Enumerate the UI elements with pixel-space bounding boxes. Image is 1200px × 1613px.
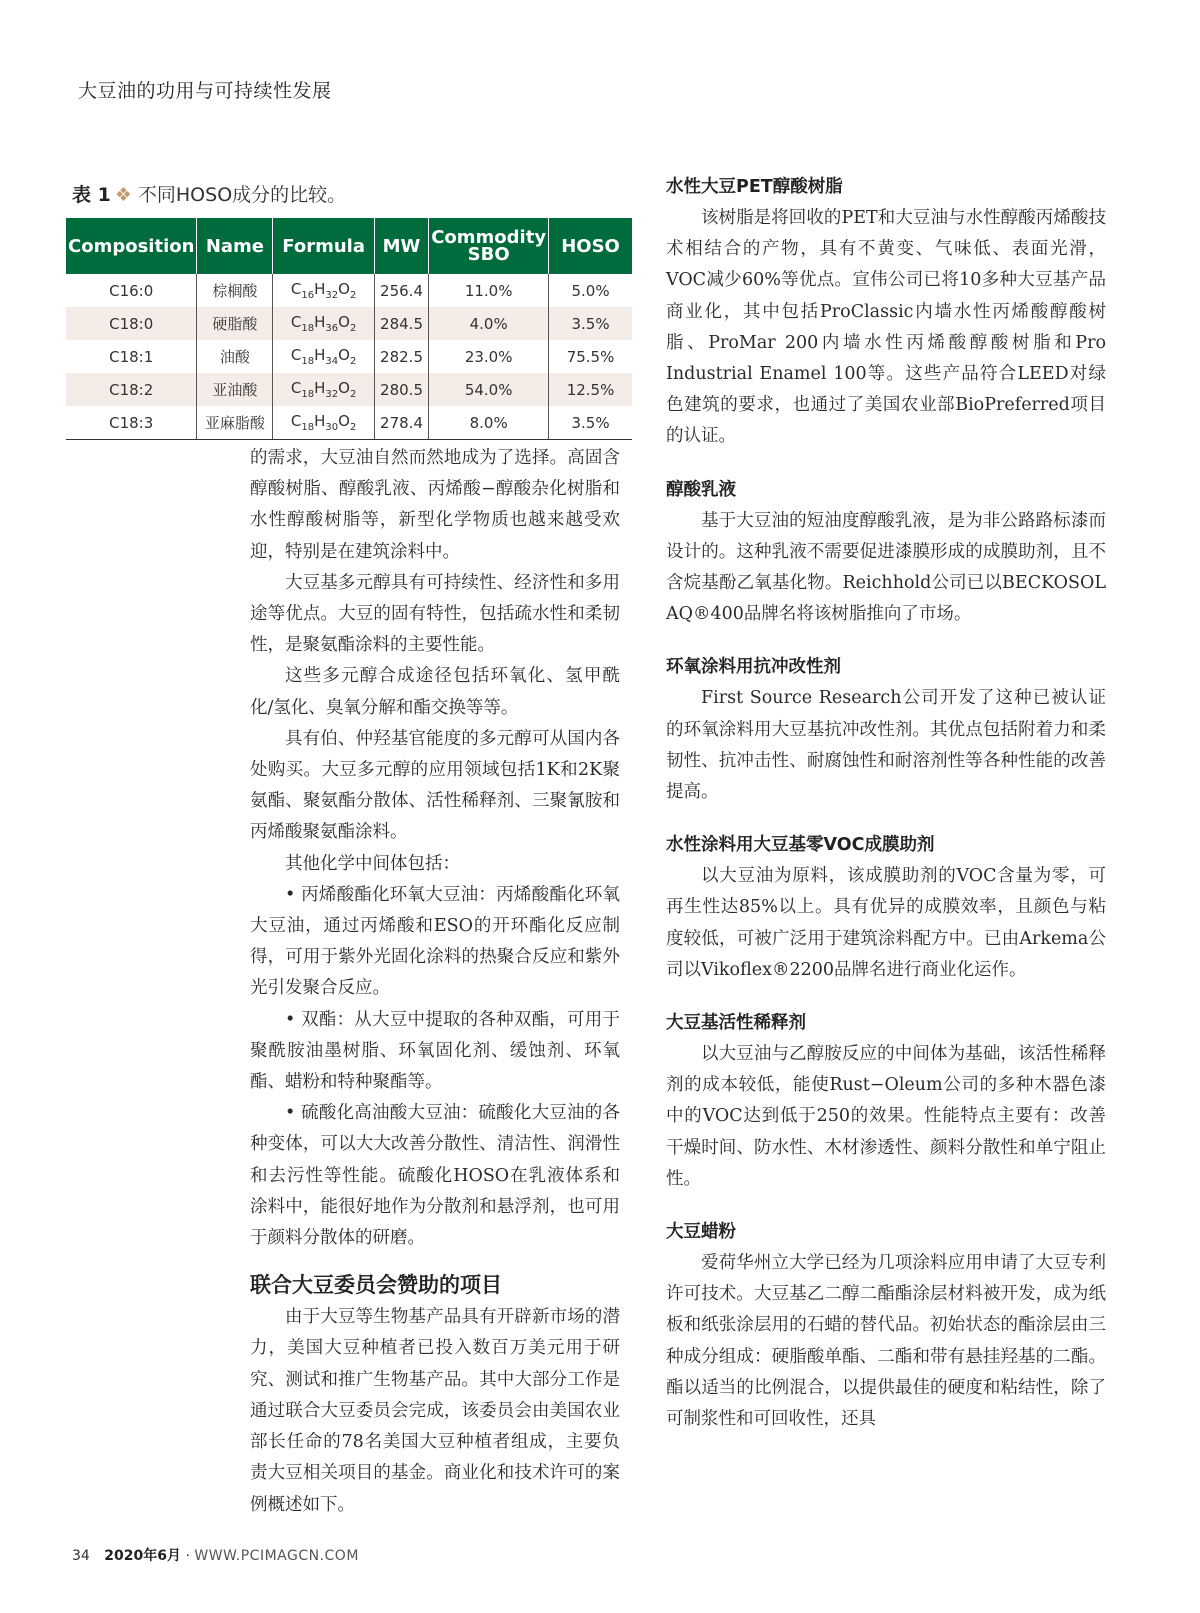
- cell-mw: 282.5: [374, 340, 428, 373]
- section-heading: 联合大豆委员会赞助的项目: [250, 1273, 502, 1298]
- header-composition: Composition: [66, 218, 197, 274]
- page-number: 34: [72, 1548, 90, 1564]
- cell-formula: $C_{18}H_{34}O_2$: [273, 340, 374, 373]
- diamond-icon: ❖: [114, 184, 132, 206]
- page-footer: [72, 1545, 359, 1565]
- paragraph: 由于大豆等生物基产品具有开辟新市场的潜力，美国大豆种植者已投入数百万美元用于研究、测试和推广生物基产品。其中大部分工作是通过联合大豆委员会完成，该委员会由美国农业部长任命的78名美国大豆种植者组成，主要负责大豆相关项目的基金。商业化和技术许可的案例概述如下。: [250, 1307, 620, 1515]
- bullet-item: • 双酯：从大豆中提取的各种双酯，可用于聚酰胺油墨树脂、环氧固化剂、缓蚀剂、环氧酯、蜡粉和特种聚酯等。: [250, 1009, 620, 1093]
- header-commodity-sbo: Commodity SBO: [429, 218, 549, 274]
- cell-hoso: 5.0%: [571, 281, 610, 300]
- cell-sbo: 23.0%: [429, 340, 549, 373]
- cell-name: 油酸: [197, 340, 273, 373]
- cell-formula: $C_{18}H_{36}O_2$: [273, 307, 374, 340]
- section-reactive-diluent: [666, 1008, 1106, 1195]
- cell-composition: C18:0: [66, 307, 197, 340]
- paragraph: 以大豆油为原料，该成膜助剂的VOC含量为零，可再生性达85%以上。具有优异的成膜效率，且颜色与粘度较低，可被广泛用于建筑涂料配方中。已由Arkema公司以Vikoflex®2200品牌名进行商业化运作。: [666, 866, 1106, 980]
- running-title: 大豆油的功用与可持续性发展: [78, 80, 332, 102]
- middle-column: [250, 443, 620, 1521]
- section-alkyd-emulsion: [666, 475, 1106, 631]
- cell-name: 亚油酸: [197, 373, 273, 406]
- bullet-item: • 丙烯酸酯化环氧大豆油：丙烯酸酯化环氧大豆油，通过丙烯酸和ESO的开环酯化反应制得，可用于紫外光固化涂料的热聚合反应和紫外光引发聚合反应。: [250, 884, 620, 999]
- right-column: [666, 172, 1106, 1457]
- cell-composition: C16:0: [66, 274, 197, 307]
- cell-composition: C18:1: [66, 340, 197, 373]
- cell-sbo: 8.0%: [429, 406, 549, 440]
- paragraph: 基于大豆油的短油度醇酸乳液，是为非公路路标漆而设计的。这种乳液不需要促进漆膜形成的成膜助剂，且不含烷基酚乙氧基化物。Reichhold公司已以BECKOSOL AQ®400品牌名将该树脂推向了市场。: [666, 510, 1106, 625]
- paragraph: 的需求，大豆油自然而然地成为了选择。高固含醇酸树脂、醇酸乳液、丙烯酸−醇酸杂化树脂和水性醇酸树脂等，新型化学物质也越来越受欢迎，特别是在建筑涂料中。: [250, 448, 620, 562]
- footer-separator: ·: [185, 1548, 190, 1564]
- cell-sbo: 54.0%: [429, 373, 549, 406]
- paragraph: 具有伯、仲羟基官能度的多元醇可从国内各处购买。大豆多元醇的应用领域包括1K和2K聚氨酯、聚氨酯分散体、活性稀释剂、三聚氰胺和丙烯酸聚氨酯涂料。: [250, 728, 620, 843]
- section-coalescent: [666, 830, 1106, 986]
- paragraph: 以大豆油与乙醇胺反应的中间体为基础，该活性稀释剂的成本较低，能使Rust−Oleum公司的多种木器色漆中的VOC达到低于250的效果。性能特点主要有：改善干燥时间、防水性、木材渗透性、颜料分散性和单宁阻止性。: [666, 1044, 1106, 1189]
- table-number: 表 1: [72, 184, 111, 206]
- section-title: 大豆蜡粉: [666, 1222, 736, 1243]
- website-link[interactable]: WWW.PCIMAGCN.COM: [194, 1548, 359, 1564]
- table-row: [66, 406, 632, 440]
- table-row: [66, 274, 632, 307]
- cell-formula: $C_{18}H_{30}O_2$: [273, 406, 374, 440]
- section-title: 大豆基活性稀释剂: [666, 1013, 806, 1034]
- paragraph: 该树脂是将回收的PET和大豆油与水性醇酸丙烯酸技术相结合的产物，具有不黄变、气味低、表面光滑，VOC减少60%等优点。宣伟公司已将10多种大豆基产品商业化，其中包括ProClassic内墙水性丙烯酸醇酸树脂、ProMar 200内墙水性丙烯酸醇酸树脂和Pro Industrial Enamel 100等。这些产品符合LEED对绿色建筑的要求，也通过了美国农业部BioPreferred项目的认证。: [666, 208, 1106, 447]
- cell-hoso: 3.5%: [549, 307, 632, 340]
- table-row: [66, 373, 632, 406]
- section-title: 环氧涂料用抗冲改性剂: [666, 657, 841, 678]
- section-soy-wax: [666, 1217, 1106, 1435]
- section-impact-modifier: [666, 652, 1106, 808]
- table-caption-text: 不同HOSO成分的比较。: [137, 184, 347, 206]
- cell-name: 亚麻脂酸: [197, 406, 273, 440]
- cell-name: 硬脂酸: [197, 307, 273, 340]
- paragraph: First Source Research公司开发了这种已被认证的环氧涂料用大豆基抗冲改性剂。其优点包括附着力和柔韧性、抗冲击性、耐腐蚀性和耐溶剂性等各种性能的改善提高。: [666, 688, 1106, 803]
- cell-composition: C18:2: [66, 373, 197, 406]
- cell-hoso: 12.5%: [549, 373, 632, 406]
- table-header-row: [66, 218, 632, 274]
- section-title: 醇酸乳液: [666, 479, 736, 500]
- hoso-table: [66, 218, 632, 440]
- header-name: Name: [197, 218, 273, 274]
- paragraph: 这些多元醇合成途径包括环氧化、氢甲酰化/氢化、臭氧分解和酯交换等等。: [250, 666, 620, 718]
- section-title: 水性涂料用大豆基零VOC成膜助剂: [666, 835, 935, 856]
- bullet-item: • 硫酸化高油酸大豆油：硫酸化大豆油的各种变体，可以大大改善分散性、清洁性、润滑性和去污性等性能。硫酸化HOSO在乳液体系和涂料中，能很好地作为分散剂和悬浮剂，也可用于颜料分散体的研磨。: [250, 1103, 620, 1249]
- cell-hoso: 75.5%: [566, 347, 615, 366]
- issue-date: 2020年6月: [104, 1548, 181, 1564]
- table-row: [66, 340, 632, 373]
- paragraph: 其他化学中间体包括：: [285, 853, 460, 874]
- cell-mw: 278.4: [374, 406, 428, 440]
- header-mw: MW: [374, 218, 428, 274]
- cell-name: 棕榈酸: [197, 274, 273, 307]
- section-title: 水性大豆PET醇酸树脂: [666, 177, 843, 197]
- paragraph: 大豆基多元醇具有可持续性、经济性和多用途等优点。大豆的固有特性，包括疏水性和柔韧性，是聚氨酯涂料的主要性能。: [250, 572, 620, 656]
- cell-composition: C18:3: [66, 406, 197, 440]
- cell-hoso: 3.5%: [549, 406, 632, 440]
- header-formula: Formula: [273, 218, 374, 274]
- table-row: [66, 307, 632, 340]
- cell-sbo: 11.0%: [429, 274, 549, 307]
- cell-formula: $C_{18}H_{32}O_2$: [273, 373, 374, 406]
- cell-mw: 284.5: [374, 307, 428, 340]
- paragraph: 爱荷华州立大学已经为几项涂料应用申请了大豆专利许可技术。大豆基乙二醇二酯酯涂层材料被开发，成为纸板和纸张涂层用的石蜡的替代品。初始状态的酯涂层由三种成分组成：硬脂酸单酯、二酯和带有悬挂羟基的二酯。酯以适当的比例混合，以提供最佳的硬度和粘结性，除了可制浆性和可回收性，还具: [666, 1253, 1106, 1430]
- cell-mw: 280.5: [374, 373, 428, 406]
- cell-sbo: 4.0%: [429, 307, 549, 340]
- section-pet-alkyd: [666, 172, 1106, 453]
- cell-mw: 256.4: [374, 274, 428, 307]
- cell-formula: $C_{16}H_{32}O_2$: [273, 274, 374, 307]
- table-caption: [72, 180, 346, 207]
- header-hoso: HOSO: [549, 218, 632, 274]
